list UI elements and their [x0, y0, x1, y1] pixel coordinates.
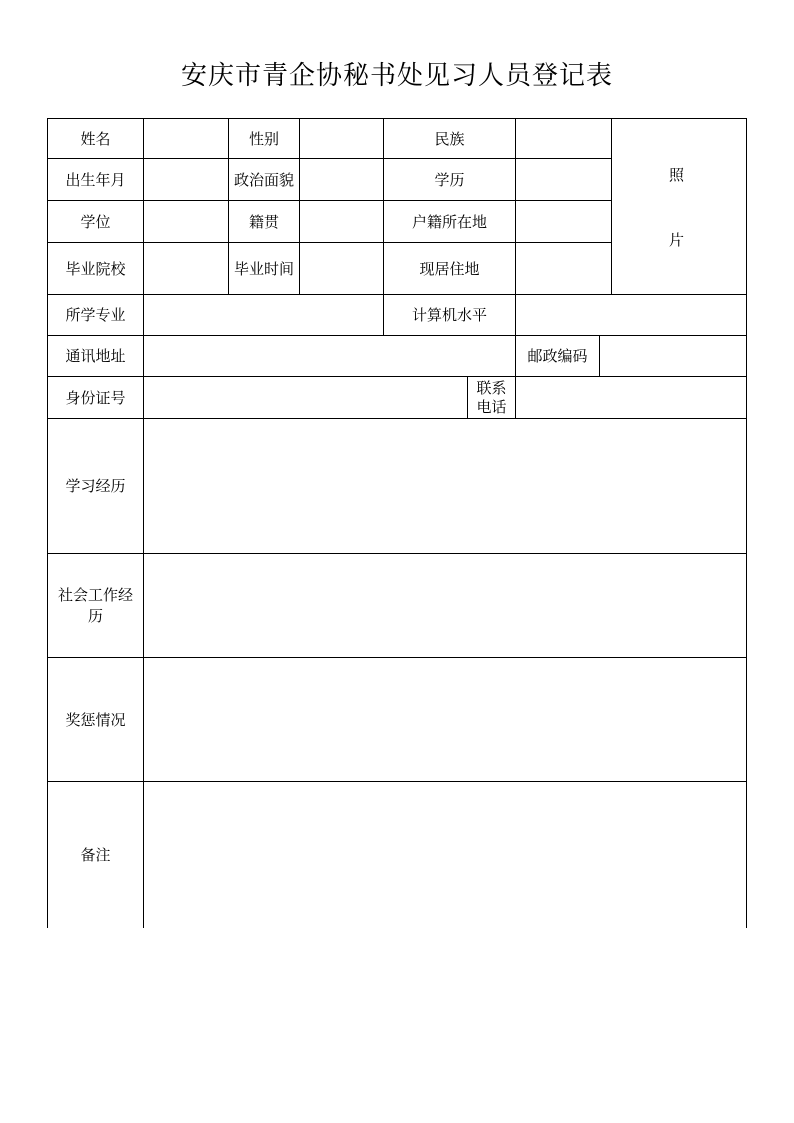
input-household[interactable]: [516, 201, 611, 242]
input-address[interactable]: [144, 336, 515, 376]
input-study-history[interactable]: [144, 419, 746, 553]
label-residence: 现居住地: [419, 259, 480, 278]
label-name: 姓名: [80, 129, 111, 148]
input-education[interactable]: [516, 159, 611, 200]
input-gender[interactable]: [300, 119, 383, 158]
label-education: 学历: [434, 170, 465, 189]
input-residence[interactable]: [516, 243, 611, 294]
input-rewards[interactable]: [144, 658, 746, 781]
input-name[interactable]: [144, 119, 228, 158]
input-phone[interactable]: [516, 377, 746, 418]
label-birth: 出生年月: [65, 170, 126, 189]
input-major[interactable]: [144, 295, 383, 335]
label-rewards: 奖惩情况: [65, 710, 126, 729]
label-major: 所学专业: [65, 306, 126, 324]
input-remarks[interactable]: [144, 782, 746, 928]
photo-label-top: 照: [669, 166, 685, 184]
input-school[interactable]: [144, 243, 228, 294]
input-ethnicity[interactable]: [516, 119, 611, 158]
photo-box[interactable]: [612, 119, 746, 294]
input-computer-level[interactable]: [516, 295, 746, 335]
label-work-history: 社会工作经 历: [57, 585, 133, 625]
input-id-number[interactable]: [144, 377, 467, 418]
label-study-history: 学习经历: [65, 477, 126, 495]
label-native-place: 籍贯: [248, 212, 279, 231]
label-gender: 性别: [248, 129, 279, 148]
input-work-history[interactable]: [144, 554, 746, 657]
label-grad-time: 毕业时间: [233, 259, 294, 278]
input-degree[interactable]: [144, 201, 228, 242]
label-computer-level: 计算机水平: [411, 306, 487, 324]
label-household: 户籍所在地: [411, 212, 487, 231]
input-native-place[interactable]: [300, 201, 383, 242]
input-postcode[interactable]: [600, 336, 746, 376]
col-line-right: [746, 118, 747, 928]
input-political[interactable]: [300, 159, 383, 200]
label-address: 通讯地址: [65, 347, 126, 365]
input-birth[interactable]: [144, 159, 228, 200]
label-phone: 联系 电话: [476, 378, 507, 416]
label-id-number: 身份证号: [65, 388, 126, 407]
label-remarks: 备注: [80, 846, 111, 864]
photo-label-bottom: 片: [669, 231, 685, 249]
label-political: 政治面貌: [233, 170, 294, 189]
input-grad-time[interactable]: [300, 243, 383, 294]
label-ethnicity: 民族: [434, 129, 465, 148]
label-postcode: 邮政编码: [527, 347, 588, 365]
label-degree: 学位: [80, 212, 111, 231]
form-title: 安庆市青企协秘书处见习人员登记表: [180, 61, 613, 91]
label-school: 毕业院校: [65, 259, 126, 278]
